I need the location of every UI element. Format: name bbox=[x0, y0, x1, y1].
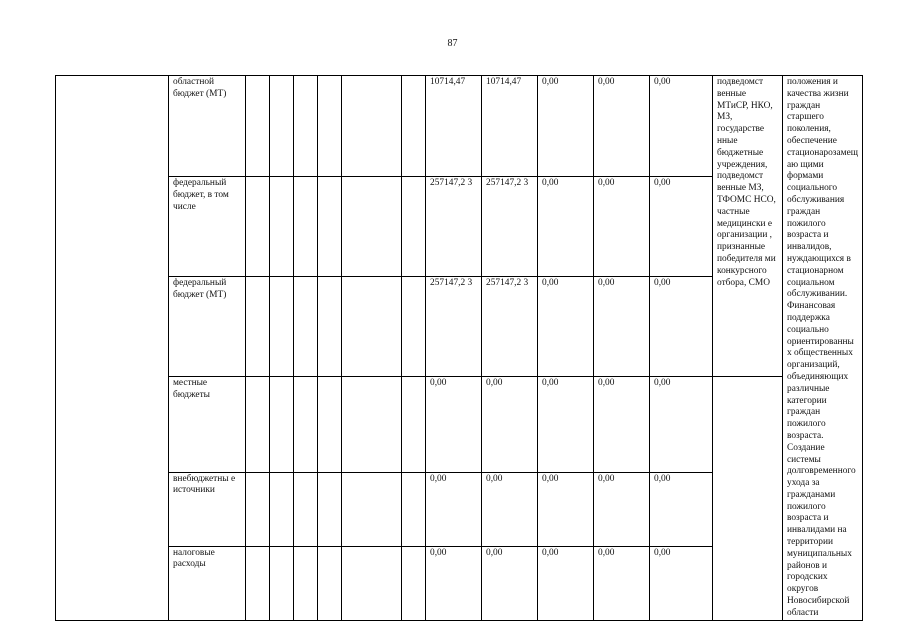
value-cell: 10714,47 bbox=[426, 76, 482, 177]
funding-source-cell: местные бюджеты bbox=[169, 377, 246, 473]
value-cell: 257147,2 3 bbox=[426, 177, 482, 277]
value-cell: 0,00 bbox=[426, 546, 482, 620]
value-cell: 257147,2 3 bbox=[482, 277, 538, 377]
value-cell: 0,00 bbox=[650, 76, 713, 177]
value-cell: 0,00 bbox=[594, 76, 650, 177]
funding-source-cell: федеральный бюджет, в том числе bbox=[169, 177, 246, 277]
funding-source-cell: областной бюджет (МТ) bbox=[169, 76, 246, 177]
funding-source-cell: федеральный бюджет (МТ) bbox=[169, 277, 246, 377]
value-cell: 0,00 bbox=[482, 546, 538, 620]
expected-result-cell: положения и качества жизни граждан старшего поколения, обеспечение стационарозамещаю щими формами социального обслуживания граждан пожилого возраста и инвалидов, нуждающихся в стационарном социальном обслуживании. Финансовая поддержка социально ориентированных общественных организаций, объединяющих различные категории граждан пожилого возраста. Создание системы долговременного ухода за гражданами пожилого возраста и инвалидами на территории муниципальных районов и городских округов Новосибирской области bbox=[783, 76, 863, 621]
value-cell: 0,00 bbox=[650, 277, 713, 377]
funding-source-cell: внебюджетны е источники bbox=[169, 472, 246, 546]
value-cell: 0,00 bbox=[650, 177, 713, 277]
funding-source-cell: налоговые расходы bbox=[169, 546, 246, 620]
value-cell: 0,00 bbox=[538, 177, 594, 277]
value-cell: 0,00 bbox=[538, 377, 594, 473]
budget-table bbox=[55, 75, 863, 621]
value-cell: 10714,47 bbox=[482, 76, 538, 177]
page-number: 87 bbox=[447, 38, 458, 49]
value-cell: 0,00 bbox=[538, 546, 594, 620]
value-cell: 0,00 bbox=[594, 546, 650, 620]
value-cell: 257147,2 3 bbox=[426, 277, 482, 377]
value-cell: 0,00 bbox=[426, 377, 482, 473]
value-cell: 0,00 bbox=[426, 472, 482, 546]
empty-first-column bbox=[56, 76, 169, 621]
value-cell: 0,00 bbox=[650, 472, 713, 546]
value-cell: 0,00 bbox=[482, 472, 538, 546]
value-cell: 0,00 bbox=[538, 76, 594, 177]
value-cell: 0,00 bbox=[482, 377, 538, 473]
value-cell: 0,00 bbox=[594, 177, 650, 277]
value-cell: 0,00 bbox=[594, 277, 650, 377]
value-cell: 0,00 bbox=[650, 377, 713, 473]
empty-executors-cell bbox=[713, 377, 783, 621]
value-cell: 0,00 bbox=[650, 546, 713, 620]
value-cell: 0,00 bbox=[538, 277, 594, 377]
value-cell: 0,00 bbox=[594, 377, 650, 473]
value-cell: 0,00 bbox=[594, 472, 650, 546]
executors-cell: подведомст венные МТиСР, НКО, МЗ, государстве нные бюджетные учреждения, подведомст венные МЗ, ТФОМС НСО, частные медицински е организации , признанные победителя ми конкурсного отбора, СМО bbox=[713, 76, 783, 377]
table-row bbox=[56, 76, 863, 177]
value-cell: 257147,2 3 bbox=[482, 177, 538, 277]
value-cell: 0,00 bbox=[538, 472, 594, 546]
table-row bbox=[56, 377, 863, 473]
